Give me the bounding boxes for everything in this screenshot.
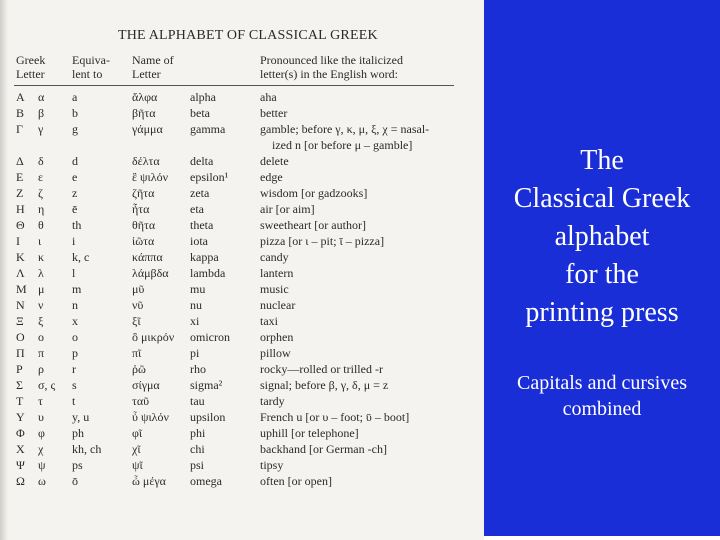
equivalent: l: [72, 266, 76, 280]
equivalent: x: [72, 314, 78, 328]
bottom-strip: [484, 536, 720, 540]
pronunciation: air [or aim]: [260, 202, 315, 216]
letter-name: sigma²: [190, 378, 223, 392]
letter-row: [0, 105, 484, 121]
letter-row: [0, 361, 484, 377]
pronunciation: pillow: [260, 346, 291, 360]
lowercase-letter: κ: [38, 250, 45, 264]
equivalent: ō: [72, 474, 78, 488]
pronunciation: aha: [260, 90, 277, 104]
greek-name: δέλτα: [132, 154, 160, 168]
capital-letter: Α: [16, 90, 25, 104]
capital-letter: Ρ: [16, 362, 23, 376]
equivalent: d: [72, 154, 78, 168]
header-equivalent: Equiva- lent to: [72, 53, 110, 81]
capital-letter: Ξ: [16, 314, 24, 328]
lowercase-letter: ξ: [38, 314, 44, 328]
capital-letter: Φ: [16, 426, 25, 440]
greek-name: ὂ μικρόν: [132, 330, 175, 344]
lowercase-letter: γ: [38, 122, 44, 136]
equivalent: s: [72, 378, 77, 392]
letter-row: [0, 249, 484, 265]
pronunciation: music: [260, 282, 289, 296]
greek-name: γάμμα: [132, 122, 163, 136]
letter-name: beta: [190, 106, 210, 120]
pronunciation: often [or open]: [260, 474, 332, 488]
capital-letter: Μ: [16, 282, 27, 296]
header-name: Name of Letter: [132, 53, 174, 81]
letter-row: [0, 393, 484, 409]
equivalent: b: [72, 106, 78, 120]
equivalent: e: [72, 170, 78, 184]
lowercase-letter: π: [38, 346, 45, 360]
equivalent: z: [72, 186, 78, 200]
pronunciation: edge: [260, 170, 283, 184]
lowercase-letter: λ: [38, 266, 44, 280]
pronunciation: candy: [260, 250, 289, 264]
equivalent: p: [72, 346, 78, 360]
lowercase-letter: ψ: [38, 458, 46, 472]
pronunciation: backhand [or German -ch]: [260, 442, 387, 456]
greek-name: βῆτα: [132, 106, 156, 120]
lowercase-letter: α: [38, 90, 45, 104]
capital-letter: Λ: [16, 266, 25, 280]
capital-letter: Ε: [16, 170, 24, 184]
capital-letter: Τ: [16, 394, 24, 408]
letter-row: [0, 265, 484, 281]
equivalent: y, u: [72, 410, 90, 424]
equivalent: a: [72, 90, 78, 104]
greek-name: ἦτα: [132, 202, 150, 216]
pronunciation: wisdom [or gadzooks]: [260, 186, 368, 200]
panel-heading: The Classical Greek alphabet for the printing press: [513, 145, 691, 328]
greek-name: ὦ μέγα: [132, 474, 166, 488]
capital-letter: Ψ: [16, 458, 25, 472]
header-rule: [14, 85, 454, 86]
capital-letter: Ο: [16, 330, 25, 344]
greek-name: κάππα: [132, 250, 163, 264]
greek-name: ῥῶ: [132, 362, 146, 376]
letter-name: gamma: [190, 122, 226, 136]
lowercase-letter: σ, ς: [38, 378, 56, 392]
equivalent: n: [72, 298, 78, 312]
letter-name: eta: [190, 202, 204, 216]
lowercase-letter: ο: [38, 330, 44, 344]
pronunciation: tardy: [260, 394, 285, 408]
letter-name: omicron: [190, 330, 230, 344]
lowercase-letter: ι: [38, 234, 42, 248]
panel-subheading: Capitals and cursives combined: [517, 372, 687, 420]
equivalent: ph: [72, 426, 84, 440]
pronunciation: signal; before β, γ, δ, μ = z: [260, 378, 389, 392]
equivalent: g: [72, 122, 78, 136]
letter-name: iota: [190, 234, 208, 248]
pronunciation: lantern: [260, 266, 294, 280]
letter-row: [0, 345, 484, 361]
scan-title: THE ALPHABET OF CLASSICAL GREEK: [118, 28, 378, 43]
letter-name: mu: [190, 282, 206, 296]
lowercase-letter: ω: [38, 474, 46, 488]
letter-row: [0, 281, 484, 297]
equivalent: th: [72, 218, 82, 232]
pronunciation: taxi: [260, 314, 278, 328]
pronunciation: tipsy: [260, 458, 284, 472]
pronunciation: rocky—rolled or trilled -r: [260, 362, 383, 376]
letter-name: kappa: [190, 250, 219, 264]
capital-letter: Θ: [16, 218, 25, 232]
capital-letter: Κ: [16, 250, 25, 264]
letter-row: [0, 457, 484, 473]
letter-row: [0, 217, 484, 233]
greek-name: λάμβδα: [132, 266, 169, 280]
capital-letter: Ζ: [16, 186, 24, 200]
pronunciation: sweetheart [or author]: [260, 218, 366, 232]
letter-name: phi: [190, 426, 206, 440]
lowercase-letter: υ: [38, 410, 44, 424]
letter-row: [0, 169, 484, 185]
greek-name: ζῆτα: [132, 186, 155, 200]
letter-row: [0, 409, 484, 425]
letter-name: chi: [190, 442, 205, 456]
letter-row: [0, 153, 484, 169]
pronunciation-continued: ized n [or before μ – gamble]: [272, 138, 413, 152]
capital-letter: Ι: [16, 234, 20, 248]
lowercase-letter: β: [38, 106, 45, 120]
pronunciation: gamble; before γ, κ, μ, ξ, χ = nasal-: [260, 122, 430, 136]
greek-name: σίγμα: [132, 378, 160, 392]
letter-name: epsilon¹: [190, 170, 229, 184]
equivalent: m: [72, 282, 82, 296]
header-greek-letter: Greek Letter: [16, 53, 46, 81]
lowercase-letter: μ: [38, 282, 45, 296]
letter-row: [0, 329, 484, 345]
greek-name: ὖ ψιλόν: [132, 410, 169, 424]
letter-name: rho: [190, 362, 206, 376]
header-pronunciation: Pronounced like the italicized letter(s) in the English word:: [260, 53, 403, 81]
pronunciation: nuclear: [260, 298, 296, 312]
greek-name: ξῖ: [132, 314, 141, 328]
capital-letter: Σ: [16, 378, 23, 392]
equivalent: i: [72, 234, 76, 248]
capital-letter: Π: [16, 346, 25, 360]
lowercase-letter: ρ: [38, 362, 44, 376]
lowercase-letter: φ: [38, 426, 45, 440]
pronunciation: pizza [or ι – pit; ῑ – pizza]: [260, 234, 385, 248]
capital-letter: Γ: [16, 122, 23, 136]
letter-name: xi: [190, 314, 200, 328]
letter-row: [0, 313, 484, 329]
pronunciation: French u [or υ – foot; ῡ – boot]: [260, 410, 410, 424]
equivalent: ps: [72, 458, 83, 472]
letter-name: zeta: [190, 186, 210, 200]
letter-name: tau: [190, 394, 205, 408]
greek-name: ταῦ: [132, 394, 150, 408]
letter-row: [0, 441, 484, 457]
lowercase-letter: τ: [38, 394, 43, 408]
greek-name: θῆτα: [132, 218, 156, 232]
letter-row: [0, 377, 484, 393]
equivalent: r: [72, 362, 76, 376]
pronunciation: uphill [or telephone]: [260, 426, 359, 440]
letter-row: [0, 233, 484, 249]
greek-name: νῦ: [132, 298, 144, 312]
capital-letter: Η: [16, 202, 25, 216]
lowercase-letter: χ: [38, 442, 44, 456]
pronunciation: delete: [260, 154, 289, 168]
lowercase-letter: η: [38, 202, 45, 216]
greek-name: μῦ: [132, 282, 145, 296]
letter-row: [0, 297, 484, 313]
capital-letter: Β: [16, 106, 25, 120]
letter-name: upsilon: [190, 410, 226, 424]
greek-name: χῖ: [132, 442, 141, 456]
equivalent: kh, ch: [72, 442, 102, 456]
letter-row: [0, 425, 484, 441]
greek-name: ἄλφα: [132, 90, 158, 104]
capital-letter: Ω: [16, 474, 25, 488]
letter-row: [0, 89, 484, 105]
capital-letter: Υ: [16, 410, 25, 424]
equivalent: ē: [72, 202, 78, 216]
pronunciation: better: [260, 106, 288, 120]
letter-row: [0, 201, 484, 217]
capital-letter: Ν: [16, 298, 25, 312]
greek-name: ψῖ: [132, 458, 143, 472]
lowercase-letter: δ: [38, 154, 44, 168]
letter-name: pi: [190, 346, 200, 360]
letter-name: omega: [190, 474, 222, 488]
letter-name: psi: [190, 458, 205, 472]
capital-letter: Δ: [16, 154, 24, 168]
equivalent: o: [72, 330, 78, 344]
letter-name: nu: [190, 298, 202, 312]
greek-name: ἒ ψιλόν: [132, 170, 169, 184]
letter-name: theta: [190, 218, 214, 232]
letter-row: [0, 185, 484, 201]
greek-name: ἰῶτα: [132, 234, 155, 248]
lowercase-letter: ε: [38, 170, 44, 184]
greek-name: φῖ: [132, 426, 143, 440]
equivalent: k, c: [72, 250, 90, 264]
letter-name: delta: [190, 154, 214, 168]
letter-name: alpha: [190, 90, 216, 104]
capital-letter: Χ: [16, 442, 25, 456]
lowercase-letter: ζ: [38, 186, 43, 200]
letter-row: [0, 473, 484, 489]
letter-name: lambda: [190, 266, 226, 280]
pronunciation: orphen: [260, 330, 294, 344]
greek-name: πῖ: [132, 346, 142, 360]
equivalent: t: [72, 394, 76, 408]
letter-row: [0, 121, 484, 137]
letter-row-continuation: [0, 137, 484, 153]
lowercase-letter: ν: [38, 298, 44, 312]
lowercase-letter: θ: [38, 218, 44, 232]
